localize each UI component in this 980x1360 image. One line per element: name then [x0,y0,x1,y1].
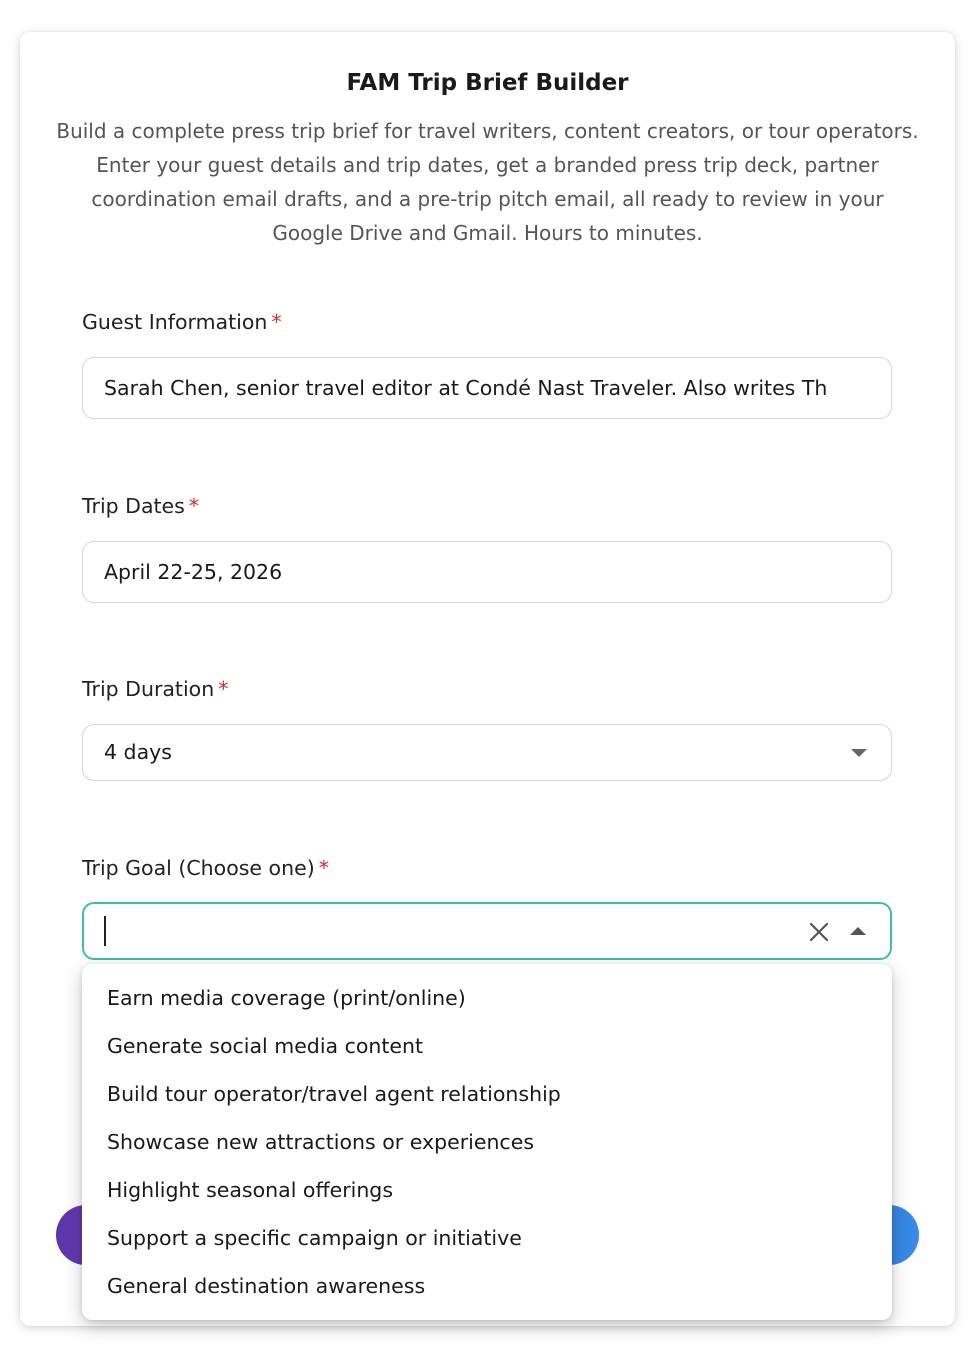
trip-dates-value: April 22-25, 2026 [104,560,283,584]
text-cursor [104,916,106,946]
trip-goal-label [82,856,329,880]
dropdown-option[interactable]: General destination awareness [107,1274,426,1298]
trip-duration-label [82,677,228,701]
form-title: FAM Trip Brief Builder [346,70,629,96]
required-marker: * [218,677,229,701]
form-description: Build a complete press trip brief for travel writers, content creators, or tour operators. Enter your guest details and trip dates, get a branded press trip deck, partner coordination email drafts, and a pre-trip pitch email, all ready to review in your Google Drive and Gmail. Hours to minutes. [56,119,919,245]
required-marker: * [188,494,200,518]
trip-duration-label-text: Trip Duration [82,677,215,701]
trip-goal-label-text: Trip Goal (Choose one) [82,856,315,880]
dropdown-option[interactable]: Build tour operator/travel agent relationship [107,1082,561,1106]
trip-duration-select[interactable] [82,724,892,781]
trip-goal-dropdown [82,964,892,1320]
chevron-up-icon[interactable] [850,927,866,935]
guest-information-value: Sarah Chen, senior travel editor at Condé Nast Traveler. Also writes Th [104,376,828,400]
dropdown-option[interactable]: Highlight seasonal offerings [107,1178,393,1202]
trip-goal-combobox[interactable] [82,902,892,960]
dropdown-option[interactable]: Support a specific campaign or initiative [107,1226,522,1250]
required-marker: * [271,310,282,334]
required-marker: * [318,856,329,880]
form-card [20,32,955,1326]
dropdown-option[interactable]: Generate social media content [107,1034,424,1058]
close-icon[interactable] [808,921,830,943]
guest-information-label [82,310,282,334]
trip-dates-input[interactable] [82,541,892,603]
trip-dates-label-text: Trip Dates [82,494,185,518]
trip-goal-options-list [82,974,892,1310]
guest-information-input[interactable] [82,357,892,419]
guest-information-label-text: Guest Information [82,310,268,334]
trip-dates-label [82,494,199,518]
dropdown-option[interactable]: Earn media coverage (print/online) [107,986,466,1010]
trip-duration-value: 4 days [104,740,172,764]
chevron-down-icon [851,749,867,757]
dropdown-option[interactable]: Showcase new attractions or experiences [107,1130,534,1154]
